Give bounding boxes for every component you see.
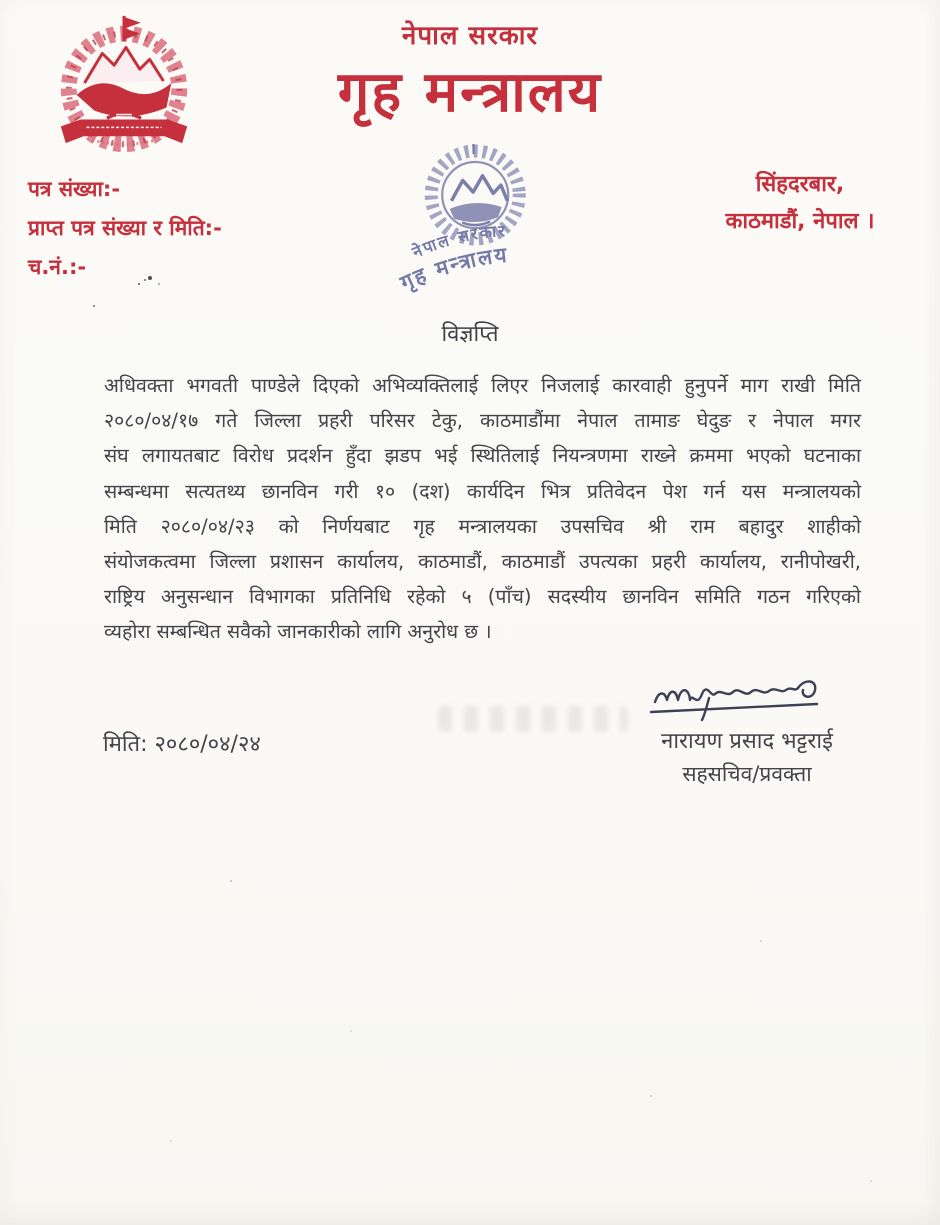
address-block <box>690 166 910 240</box>
received-letter-label: प्राप्त पत्र संख्या र मिति:- <box>28 216 222 240</box>
government-name: नेपाल सरकार <box>401 21 539 51</box>
notice-title: विज्ञप्ति <box>441 322 499 347</box>
body-line: सम्बन्धमा सत्यतथ्य छानविन गरी १० (दश) कार्यदिन भित्र प्रतिवेदन पेश गर्न यस मन्त्रालयको <box>104 479 861 503</box>
stamp-text-government: नेपाल सरकार <box>409 221 508 262</box>
ministry-stamp-icon <box>387 135 564 299</box>
body-line: मिति २०८०/०४/२३ को निर्णयबाट गृह मन्त्रालयका उपसचिव श्री राम बहादुर शाहीको <box>104 514 861 538</box>
address-line-2: काठमाडौं, नेपाल । <box>725 209 875 234</box>
letter-number-label: पत्र संख्या:- <box>28 177 121 201</box>
body-line: व्यहोरा सम्बन्धित सवैको जानकारीको लागि अनुरोध छ । <box>104 620 492 644</box>
svg-text:गृह मन्त्रालय <box>395 243 511 298</box>
body-line: संघ लगायतबाट विरोध प्रदर्शन हुँदा झडप भई स्थितिलाई नियन्त्रणमा राख्ने क्रममा भएको घटनाका <box>104 444 861 468</box>
dispatch-number-label: च.नं.:- <box>28 255 87 279</box>
stamp-text-ministry: गृह मन्त्रालय <box>396 242 510 296</box>
body-line: संयोजकत्वमा जिल्ला प्रशासन कार्यालय, काठमाडौं, काठमाडौं उपत्यका प्रहरी कार्यालय, रानीपोखरी, <box>104 550 861 574</box>
signature-icon <box>645 668 845 726</box>
ministry-name: गृह मन्त्रालय <box>337 60 603 125</box>
signatory-title: सहसचिव/प्रवक्ता <box>682 762 812 786</box>
reference-block <box>28 170 222 287</box>
signatory-block <box>612 726 882 790</box>
scan-ghosting-artifact <box>438 706 628 732</box>
ink-dots-artifact <box>138 283 140 285</box>
body-line: अधिवक्ता भगवती पाण्डेले दिएको अभिव्यक्तिलाई लिएर निजलाई कारवाही हुनुपर्ने माग राखी मिति <box>104 374 861 397</box>
address-line-1: सिंहदरबार, <box>755 172 845 197</box>
body-line: २०८०/०४/१७ गते जिल्ला प्रहरी परिसर टेकु, काठमाडौंमा नेपाल तामाङ घेदुङ र नेपाल मगर <box>104 409 861 433</box>
body-line: राष्ट्रिय अनुसन्धान विभागका प्रतिनिधि रहेको ५ (पाँच) सदस्यीय छानविन समिति गठन गरिएको <box>104 585 861 609</box>
scan-speckle-artifact <box>230 880 232 882</box>
letter-date: मिति: २०८०/०४/२४ <box>103 732 261 757</box>
notice-body <box>104 368 861 650</box>
signatory-name: नारायण प्रसाद भट्टराई <box>661 729 833 754</box>
